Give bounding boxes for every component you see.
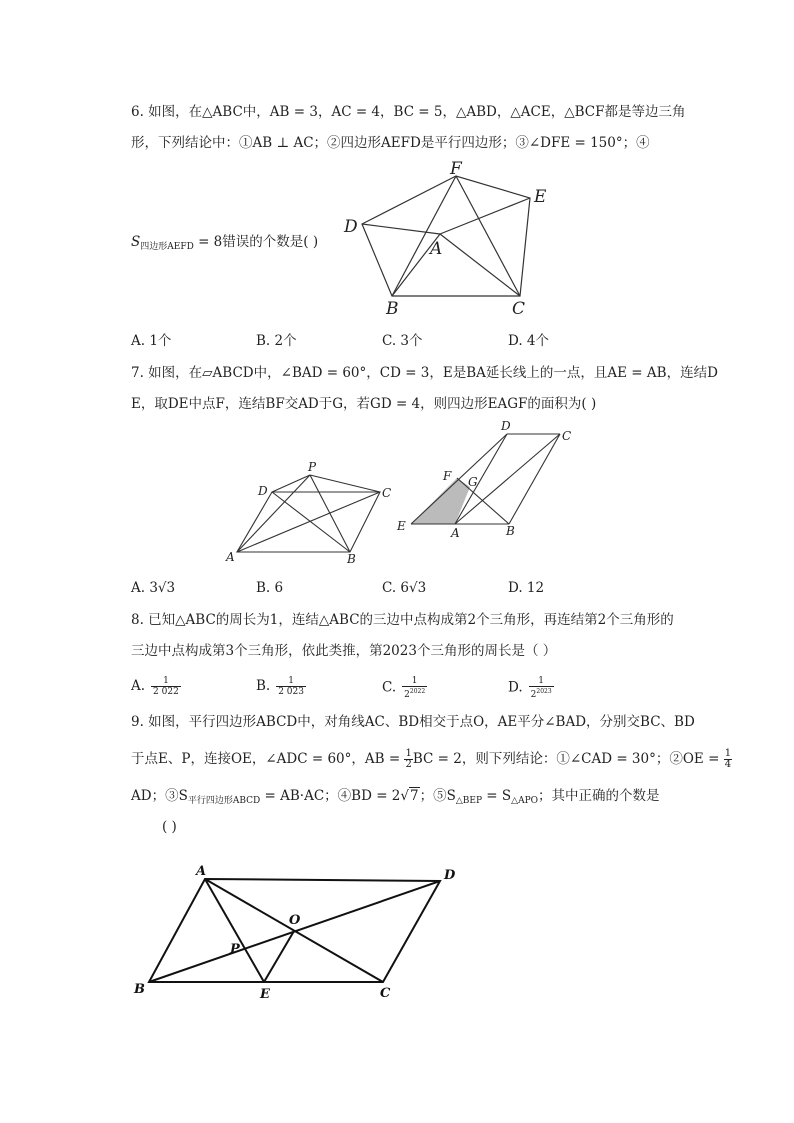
- q7-option-d[interactable]: D. 12: [508, 580, 545, 596]
- q7l-label-c: C: [382, 486, 392, 500]
- q6-line1: 6. 如图，在△ABC中，AB = 3，AC = 4，BC = 5，△ABD，△ACE，△BCF都是等边三角: [131, 104, 686, 120]
- q6-line2: 形，下列结论中：①AB ⊥ AC；②四边形AEFD是平行四边形；③∠DFE = 150°；④: [131, 135, 650, 151]
- q8-line2: 三边中点构成第3个三角形，依此类推，第2023个三角形的周长是（ ）: [131, 643, 557, 659]
- q8-option-a[interactable]: [131, 676, 181, 697]
- q6-area-subscript: 四边形AEFD: [140, 242, 194, 252]
- q7-option-b[interactable]: B. 6: [256, 580, 284, 596]
- q9-label-e: E: [260, 987, 270, 1002]
- q9-label-c: C: [380, 986, 391, 1001]
- q9-fraction-half: $\frac{1}{2}$: [405, 748, 412, 770]
- q7-option-a[interactable]: A. 3√3: [131, 580, 176, 596]
- q6-area-symbol: S: [131, 234, 141, 250]
- q8-option-d-label: D.: [508, 679, 523, 696]
- q8-option-c-label: C.: [382, 679, 397, 696]
- q8-option-c-fraction: $\frac{1}{2^{2022}}$: [404, 676, 426, 700]
- q6-label-b: B: [386, 299, 399, 319]
- q7r-label-b: B: [506, 524, 515, 538]
- q6-option-b[interactable]: B. 2个: [256, 333, 297, 349]
- q7-option-c[interactable]: C. 6√3: [382, 580, 427, 596]
- q6-option-c[interactable]: C. 3个: [382, 333, 423, 349]
- q8-option-b-label: B.: [256, 678, 271, 694]
- q9-label-b: B: [134, 982, 145, 997]
- q9-label-a: A: [196, 864, 207, 879]
- q7r-label-a: A: [451, 526, 460, 540]
- q7l-label-a: A: [226, 550, 235, 564]
- q7l-label-b: B: [347, 552, 356, 566]
- q7l-label-p: P: [308, 460, 317, 474]
- q9-label-p: P: [230, 942, 240, 957]
- q6-line3: [131, 232, 318, 257]
- q7r-label-f: F: [443, 469, 452, 483]
- q9-figure: [125, 860, 465, 1010]
- q6-option-d[interactable]: D. 4个: [508, 333, 550, 349]
- q6-label-d: D: [344, 217, 358, 237]
- q6-line3-rest: = 8错误的个数是( ): [193, 234, 319, 250]
- q7r-label-d: D: [501, 419, 511, 433]
- q8-option-d-fraction: $\frac{1}{2^{2023}}$: [530, 676, 552, 700]
- q8-option-a-fraction: $\frac{1}{2 022}$: [153, 676, 179, 697]
- q8-option-b[interactable]: [256, 676, 306, 697]
- q7r-label-c: C: [562, 429, 572, 443]
- q7-line1: 7. 如图，在▱ABCD中，∠BAD = 60°，CD = 3，E是BA延长线上的一点，且AE = AB，连结D: [131, 365, 718, 381]
- q6-figure: [330, 160, 560, 320]
- q8-option-b-fraction: $\frac{1}{2 023}$: [278, 676, 304, 697]
- q9-label-o: O: [289, 913, 301, 928]
- q8-option-a-label: A.: [131, 678, 146, 694]
- q7-figure-right: [395, 418, 575, 543]
- q6-label-c: C: [512, 299, 526, 319]
- q9-line1: 9. 如图，平行四边形ABCD中，对角线AC、BD相交于点O，AE平分∠BAD，分别交BC、BD: [131, 714, 695, 730]
- q9-label-d: D: [444, 868, 456, 883]
- q8-option-d[interactable]: [508, 676, 554, 700]
- q7-line2: E，取DE中点F，连结BF交AD于G，若GD = 4，则四边形EAGF的面积为( ): [131, 396, 597, 412]
- q9-line2: 于点E、P，连接OE，∠ADC = 60°，AB = $\frac{1}{2}$ BC = 2，则下列结论：①∠CAD = 30°；②OE = $\frac{1}{4}$: [131, 748, 732, 770]
- q7l-label-d: D: [258, 484, 268, 498]
- q7-figure-left: [220, 455, 400, 570]
- q7-shaded-region: [411, 478, 470, 524]
- q9-fraction-quarter: $\frac{1}{4}$: [724, 748, 732, 770]
- q6-label-e: E: [534, 187, 547, 207]
- q6-label-a: A: [430, 239, 443, 259]
- q7r-label-e: E: [397, 519, 406, 533]
- q9-line3: AD；$③S_{平行四边形ABCD} = AB\cdot AC$；④BD = 2√7；$⑤S_{\triangle BEP} = S_{\triangle APO}$；其中正确的个数是: [131, 788, 660, 806]
- q9-line4: ( ): [162, 819, 177, 835]
- q8-line1: 8. 已知△ABC的周长为1，连结△ABC的三边中点构成第2个三角形，再连结第2个三角形的: [131, 612, 674, 628]
- q7r-label-g: G: [468, 475, 478, 489]
- q6-option-a[interactable]: A. 1个: [131, 333, 172, 349]
- q8-option-c[interactable]: [382, 676, 427, 700]
- q6-label-f: F: [450, 160, 462, 179]
